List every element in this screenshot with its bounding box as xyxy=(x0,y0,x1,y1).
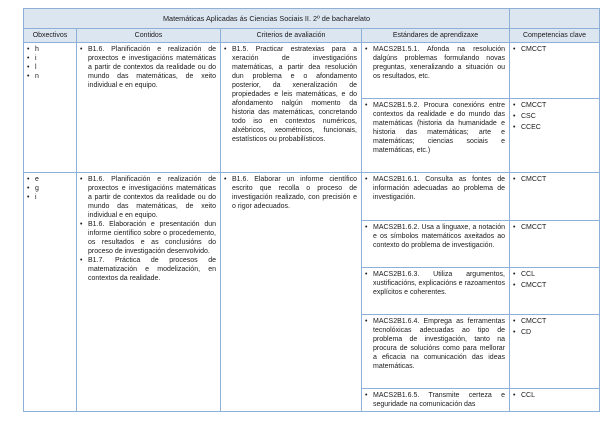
competence-item: • CCEC xyxy=(512,123,595,132)
content-item: • B1.6. Planificación e realización de proxectos e investigacións matemáticas a partir de contextos da realidade ou do mundo das matemáticas, de xeito individual e en equipo. xyxy=(79,175,216,220)
contents-list xyxy=(77,43,220,90)
competences-cell xyxy=(510,173,600,221)
competences-list xyxy=(510,99,599,132)
header-standards: Estándares de aprendizaxe xyxy=(362,29,510,43)
standard-cell xyxy=(362,173,510,221)
header-contents: Contidos xyxy=(77,29,221,43)
content-item: • B1.7. Práctica de procesos de matematización e modelización, en contextos da realidade. xyxy=(79,256,216,283)
competences-list xyxy=(510,315,599,337)
competences-cell xyxy=(510,99,600,173)
objectives-cell xyxy=(24,43,77,173)
standard-item: • MACS2B1.6.2. Usa a linguaxe, a notación e os símbolos matemáticos axeitados ao contexto do problema de investigación. xyxy=(364,223,505,250)
title-corner-cell xyxy=(510,9,600,29)
objective-item: • l xyxy=(26,63,72,72)
criterion-item: • B1.5. Practicar estratexias para a xeración de investigacións matemáticas, a partir dea resolución dun problema e o afondamento posterior, da xeneralización de propiedades e leis matemáticas, e do afondamento nalgún momento da historia das matemáticas, concretando todo iso en contextos numéricos, alxébricos, xeométricos, funcionais, estatísticos ou probabilísticos. xyxy=(223,45,357,144)
objective-item: • e xyxy=(26,175,72,184)
standard-item: • MACS2B1.6.1. Consulta as fontes de información adecuadas ao problema de investigación. xyxy=(364,175,505,202)
curriculum-table xyxy=(23,8,600,412)
standard-item: • MACS2B1.5.1. Afonda na resolución dalgúns problemas formulando novas preguntas, xeneralizando a situación ou os resultados, etc. xyxy=(364,45,505,81)
objectives-list xyxy=(24,173,76,202)
objective-item: • i xyxy=(26,54,72,63)
objective-item: • i xyxy=(26,193,72,202)
standard-item: • MACS2B1.6.5. Transmite certeza e seguridade na comunicación das xyxy=(364,391,505,409)
header-objectives: Obxectivos xyxy=(24,29,77,43)
competence-item: • CD xyxy=(512,328,595,337)
objective-item: • n xyxy=(26,72,72,81)
standard-item: • MACS2B1.5.2. Procura conexións entre contextos da realidade e do mundo das matemáticas (historia da humanidade e historia das matemáticas; arte e matemáticas; ciencias sociais e matemáticas, etc.) xyxy=(364,101,505,155)
standard-cell xyxy=(362,99,510,173)
objectives-cell xyxy=(24,173,77,412)
standard-cell xyxy=(362,43,510,99)
objective-item: • h xyxy=(26,45,72,54)
competence-item: • CMCCT xyxy=(512,101,595,110)
standard-cell xyxy=(362,268,510,315)
competence-item: • CMCCT xyxy=(512,223,595,232)
competences-list xyxy=(510,173,599,184)
table-title: Matemáticas Aplicadas ás Ciencias Sociais II. 2º de bacharelato xyxy=(162,13,371,23)
criterion-cell xyxy=(221,173,362,412)
competence-item: • CMCCT xyxy=(512,175,595,184)
contents-list xyxy=(77,173,220,283)
header-criteria: Criterios de avaliación xyxy=(221,29,362,43)
competences-list xyxy=(510,268,599,290)
content-item: • B1.6. Elaboración e presentación dun informe científico sobre o procedemento, os resultados e as conclusións do proceso de investigación desenvolvido. xyxy=(79,220,216,256)
standard-cell xyxy=(362,221,510,268)
competences-cell xyxy=(510,268,600,315)
competence-item: • CMCCT xyxy=(512,281,595,290)
objectives-list xyxy=(24,43,76,81)
standard-item: • MACS2B1.6.4. Emprega as ferramentas tecnolóxicas adecuadas ao tipo de problema de investigación, tanto na procura de solucións como para mellorar a eficacia na comunicación das ideas matemáticas. xyxy=(364,317,505,371)
competence-item: • CMCCT xyxy=(512,317,595,326)
competence-item: • CMCCT xyxy=(512,45,595,54)
competences-cell xyxy=(510,221,600,268)
competences-list xyxy=(510,43,599,54)
table-title-cell xyxy=(24,9,510,29)
criterion-list xyxy=(221,173,361,211)
header-competences: Competencias clave xyxy=(510,29,600,43)
competence-item: • CCL xyxy=(512,391,595,400)
competence-item: • CSC xyxy=(512,112,595,121)
competences-cell xyxy=(510,389,600,412)
competences-list xyxy=(510,389,599,400)
criterion-item: • B1.6. Elaborar un informe científico escrito que recolla o proceso de investigación realizado, con precisión e o rigor adecuados. xyxy=(223,175,357,211)
criterion-list xyxy=(221,43,361,144)
competence-item: • CCL xyxy=(512,270,595,279)
criterion-cell xyxy=(221,43,362,173)
standard-item: • MACS2B1.6.3. Utiliza argumentos, xustificacións, explicacións e razoamentos explícitos e coherentes. xyxy=(364,270,505,297)
objective-item: • g xyxy=(26,184,72,193)
competences-cell xyxy=(510,315,600,389)
content-item: • B1.6. Planificación e realización de proxectos e investigacións matemáticas a partir de contextos da realidade ou do mundo das matemáticas, de xeito individual e en equipo. xyxy=(79,45,216,90)
contents-cell xyxy=(77,43,221,173)
competences-list xyxy=(510,221,599,232)
standard-cell xyxy=(362,389,510,412)
standard-cell xyxy=(362,315,510,389)
competences-cell xyxy=(510,43,600,99)
contents-cell xyxy=(77,173,221,412)
